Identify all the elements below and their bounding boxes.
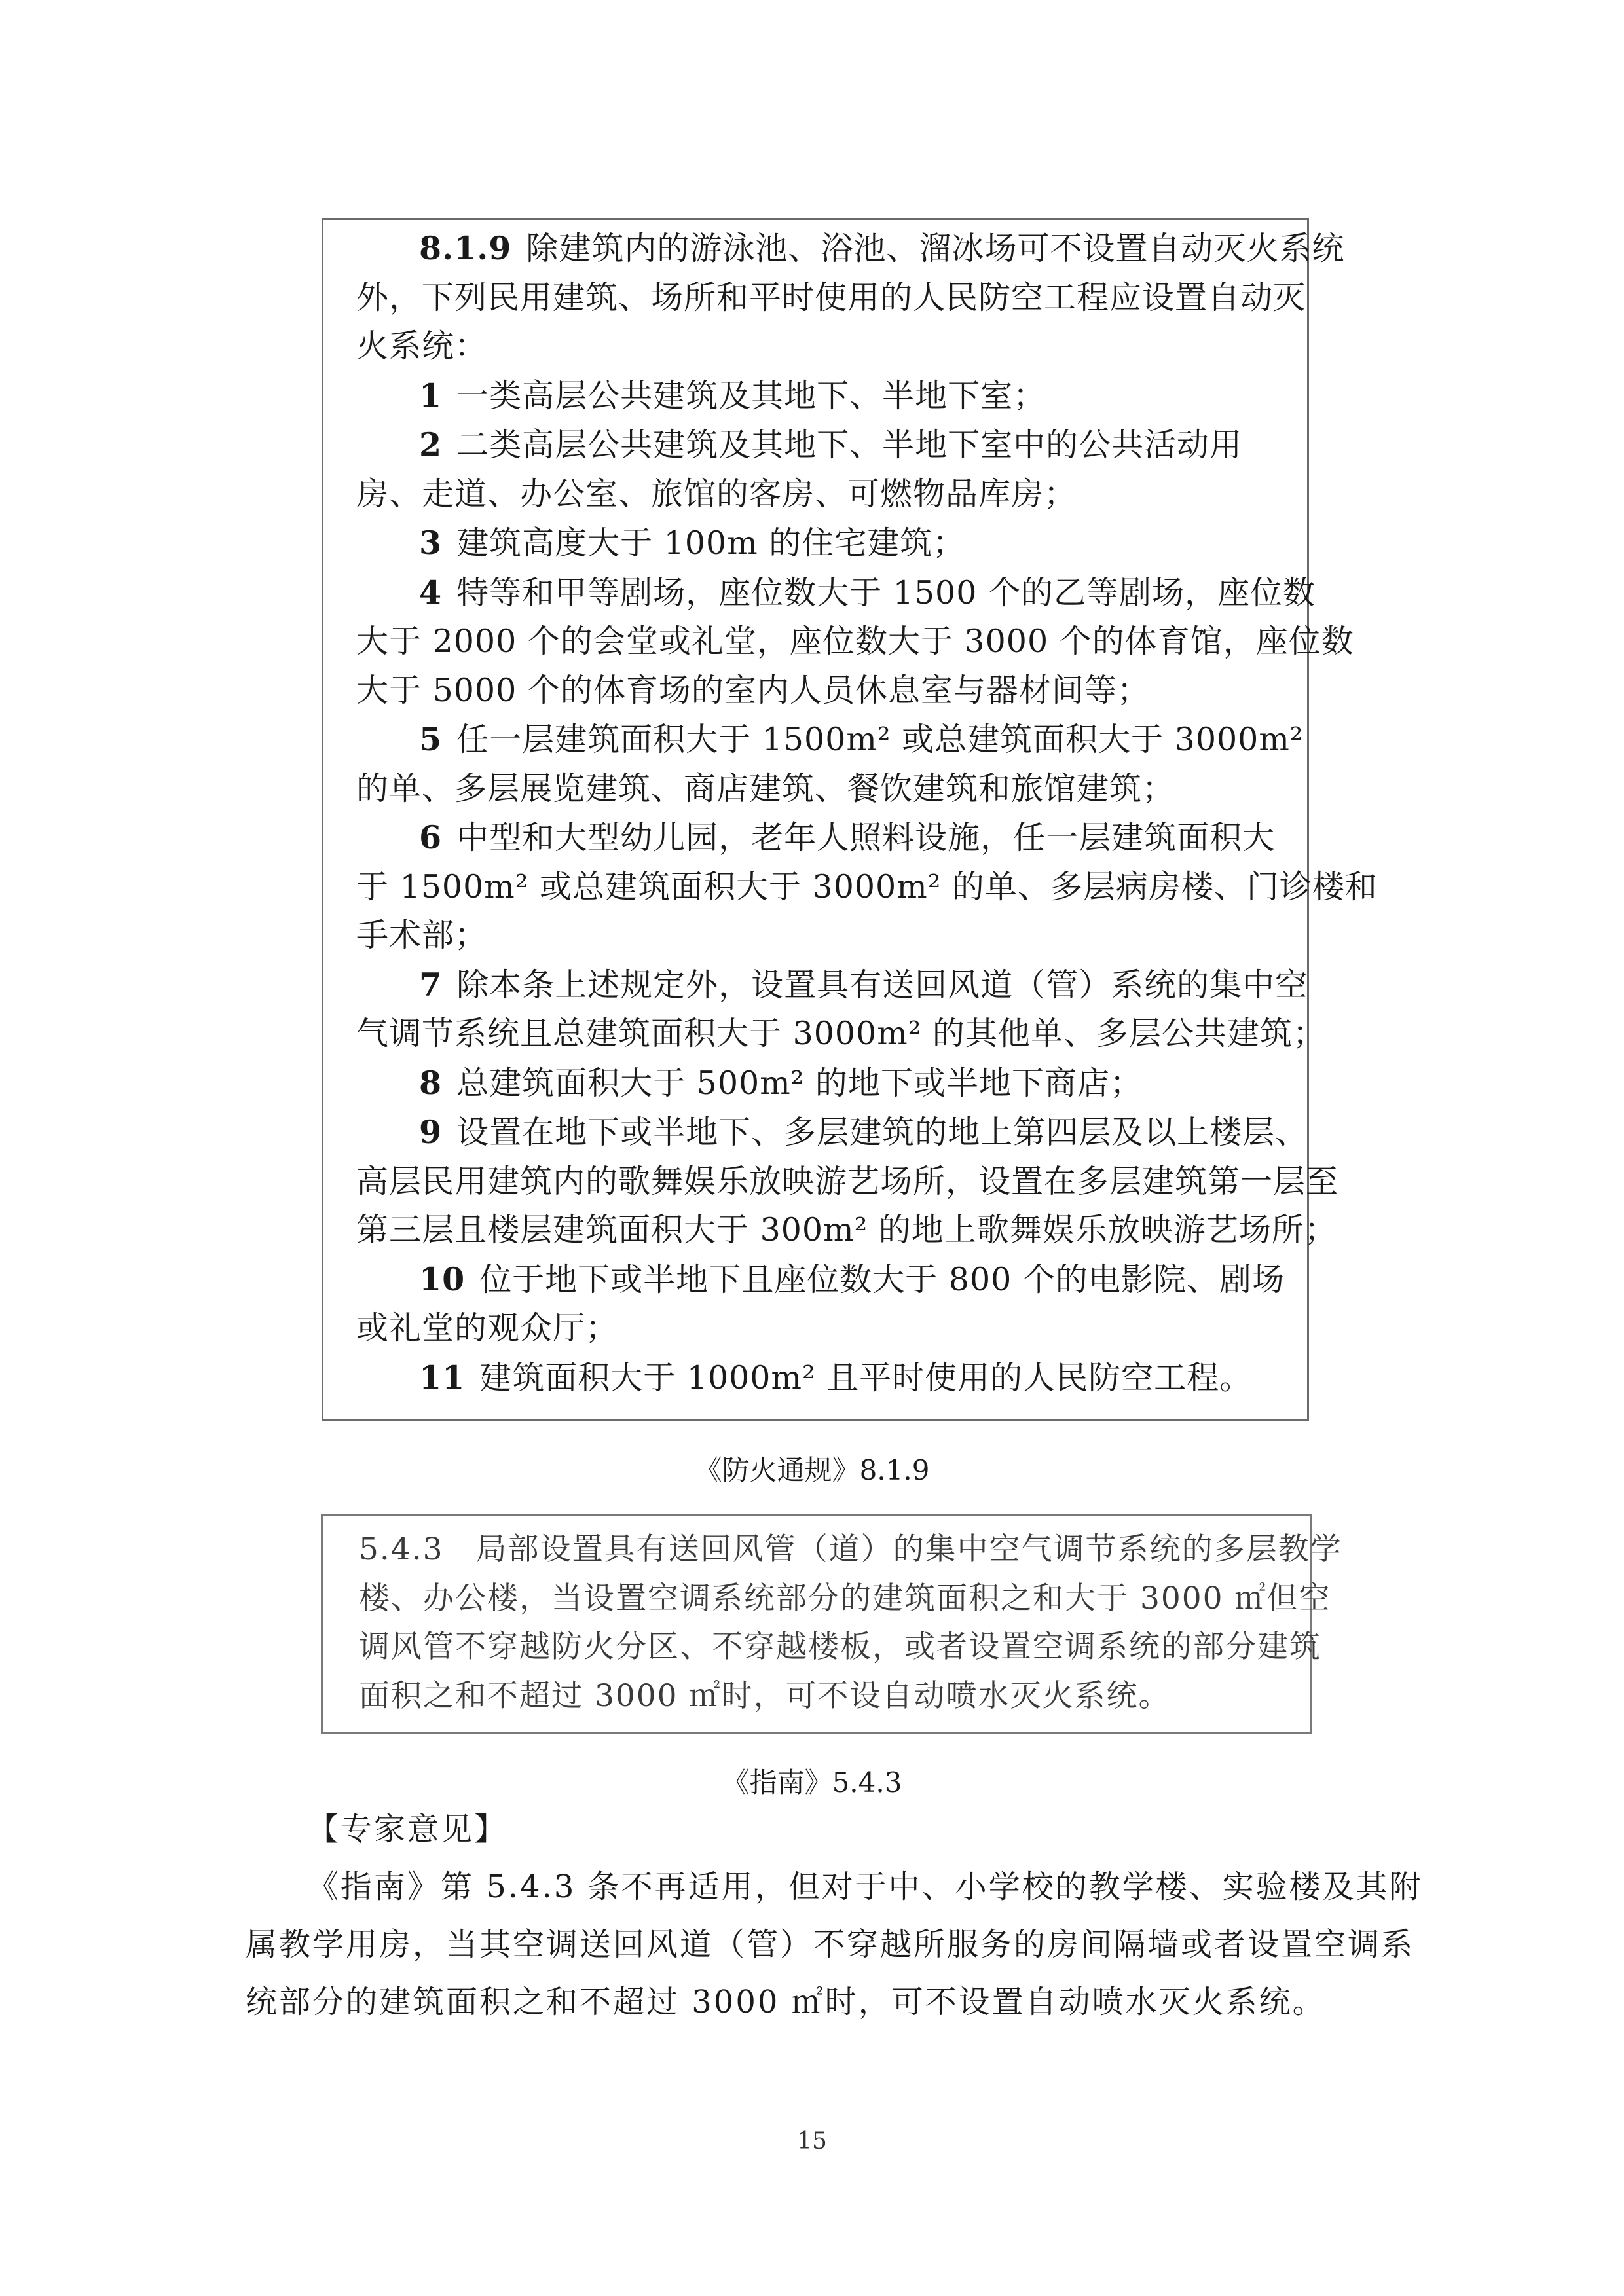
clause-line: 楼、办公楼，当设置空调系统部分的建筑面积之和大于 3000 ㎡但空 [359,1580,1331,1616]
list-item-line: 第三层且楼层建筑面积大于 300m² 的地上歌舞娱乐放映游艺场所； [356,1211,1337,1248]
expert-heading [246,1800,1398,1858]
expert-heading-text: 【专家意见】 [307,1811,508,1848]
expert-opinion-body [246,1858,1423,2031]
clause-line: 面积之和不超过 3000 ㎡时，可不设自动喷水灭火系统。 [359,1677,1171,1714]
list-item-line: 高层民用建筑内的歌舞娱乐放映游艺场所，设置在多层建筑第一层至 [356,1162,1339,1200]
list-item: 8 总建筑面积大于 500m² 的地下或半地下商店； [419,1063,1143,1102]
list-item-line: 房、走道、办公室、旅馆的客房、可燃物品库房； [356,475,1077,513]
clause-line: 调风管不穿越防火分区、不穿越楼板，或者设置空调系统的部分建筑 [359,1629,1321,1665]
clause-line: 5.4.3 局部设置具有送回风管（道）的集中空气调节系统的多层教学 [359,1531,1342,1567]
list-item: 6 中型和大型幼儿园，老年人照料设施，任一层建筑面积大 [419,818,1276,856]
list-item-line: 气调节系统且总建筑面积大于 3000m² 的其他单、多层公共建筑； [356,1015,1325,1052]
clause-number: 8.1.9 [419,229,512,267]
list-item: 7 除本条上述规定外，设置具有送回风道（管）系统的集中空 [419,965,1308,1004]
list-item-line: 大于 2000 个的会堂或礼堂，座位数大于 3000 个的体育馆，座位数 [356,623,1354,660]
clause-8-1-9-box [322,218,1378,1421]
list-item: 4 特等和甲等剧场，座位数大于 1500 个的乙等剧场，座位数 [419,573,1316,611]
clause-intro-line: 8.1.9 除建筑内的游泳池、浴池、溜冰场可不设置自动灭火系统 [419,229,1345,267]
list-item: 5 任一层建筑面积大于 1500m² 或总建筑面积大于 3000m² [419,720,1304,758]
list-item-line: 手术部； [356,917,488,954]
list-item: 11 建筑面积大于 1000m² 且平时使用的人民防空工程。 [419,1358,1253,1396]
page-number: 15 [797,2128,827,2155]
list-item-line: 的单、多层展览建筑、商店建筑、餐饮建筑和旅馆建筑； [356,769,1175,807]
clause-intro-line: 火系统： [356,327,488,365]
list-item: 3 建筑高度大于 100m 的住宅建筑； [419,524,966,562]
list-item-line: 或礼堂的观众厅； [356,1309,619,1347]
caption-fire-code: 《防火通规》8.1.9 [694,1454,930,1486]
caption-guide: 《指南》5.4.3 [722,1766,902,1798]
expert-line: 《指南》第 5.4.3 条不再适用，但对于中、小学校的教学楼、实验楼及其附 [307,1868,1423,1905]
list-item-line: 于 1500m² 或总建筑面积大于 3000m² 的单、多层病房楼、门诊楼和 [356,867,1378,905]
list-item: 2 二类高层公共建筑及其地下、半地下室中的公共活动用 [419,426,1243,464]
clause-intro-line: 外，下列民用建筑、场所和平时使用的人民防空工程应设置自动灭 [356,278,1306,316]
list-item: 10 位于地下或半地下且座位数大于 800 个的电影院、剧场 [419,1260,1285,1298]
list-item: 9 设置在地下或半地下、多层建筑的地上第四层及以上楼层、 [419,1113,1308,1151]
expert-line: 统部分的建筑面积之和不超过 3000 ㎡时，可不设置自动喷水灭火系统。 [246,1984,1326,2020]
list-item: 1 一类高层公共建筑及其地下、半地下室； [419,376,1046,414]
expert-line: 属教学用房，当其空调送回风道（管）不穿越所服务的房间隔墙或者设置空调系 [246,1926,1415,1963]
clause-5-4-3-box [321,1514,1342,1734]
list-item-line: 大于 5000 个的体育场的室内人员休息室与器材间等； [356,671,1150,709]
